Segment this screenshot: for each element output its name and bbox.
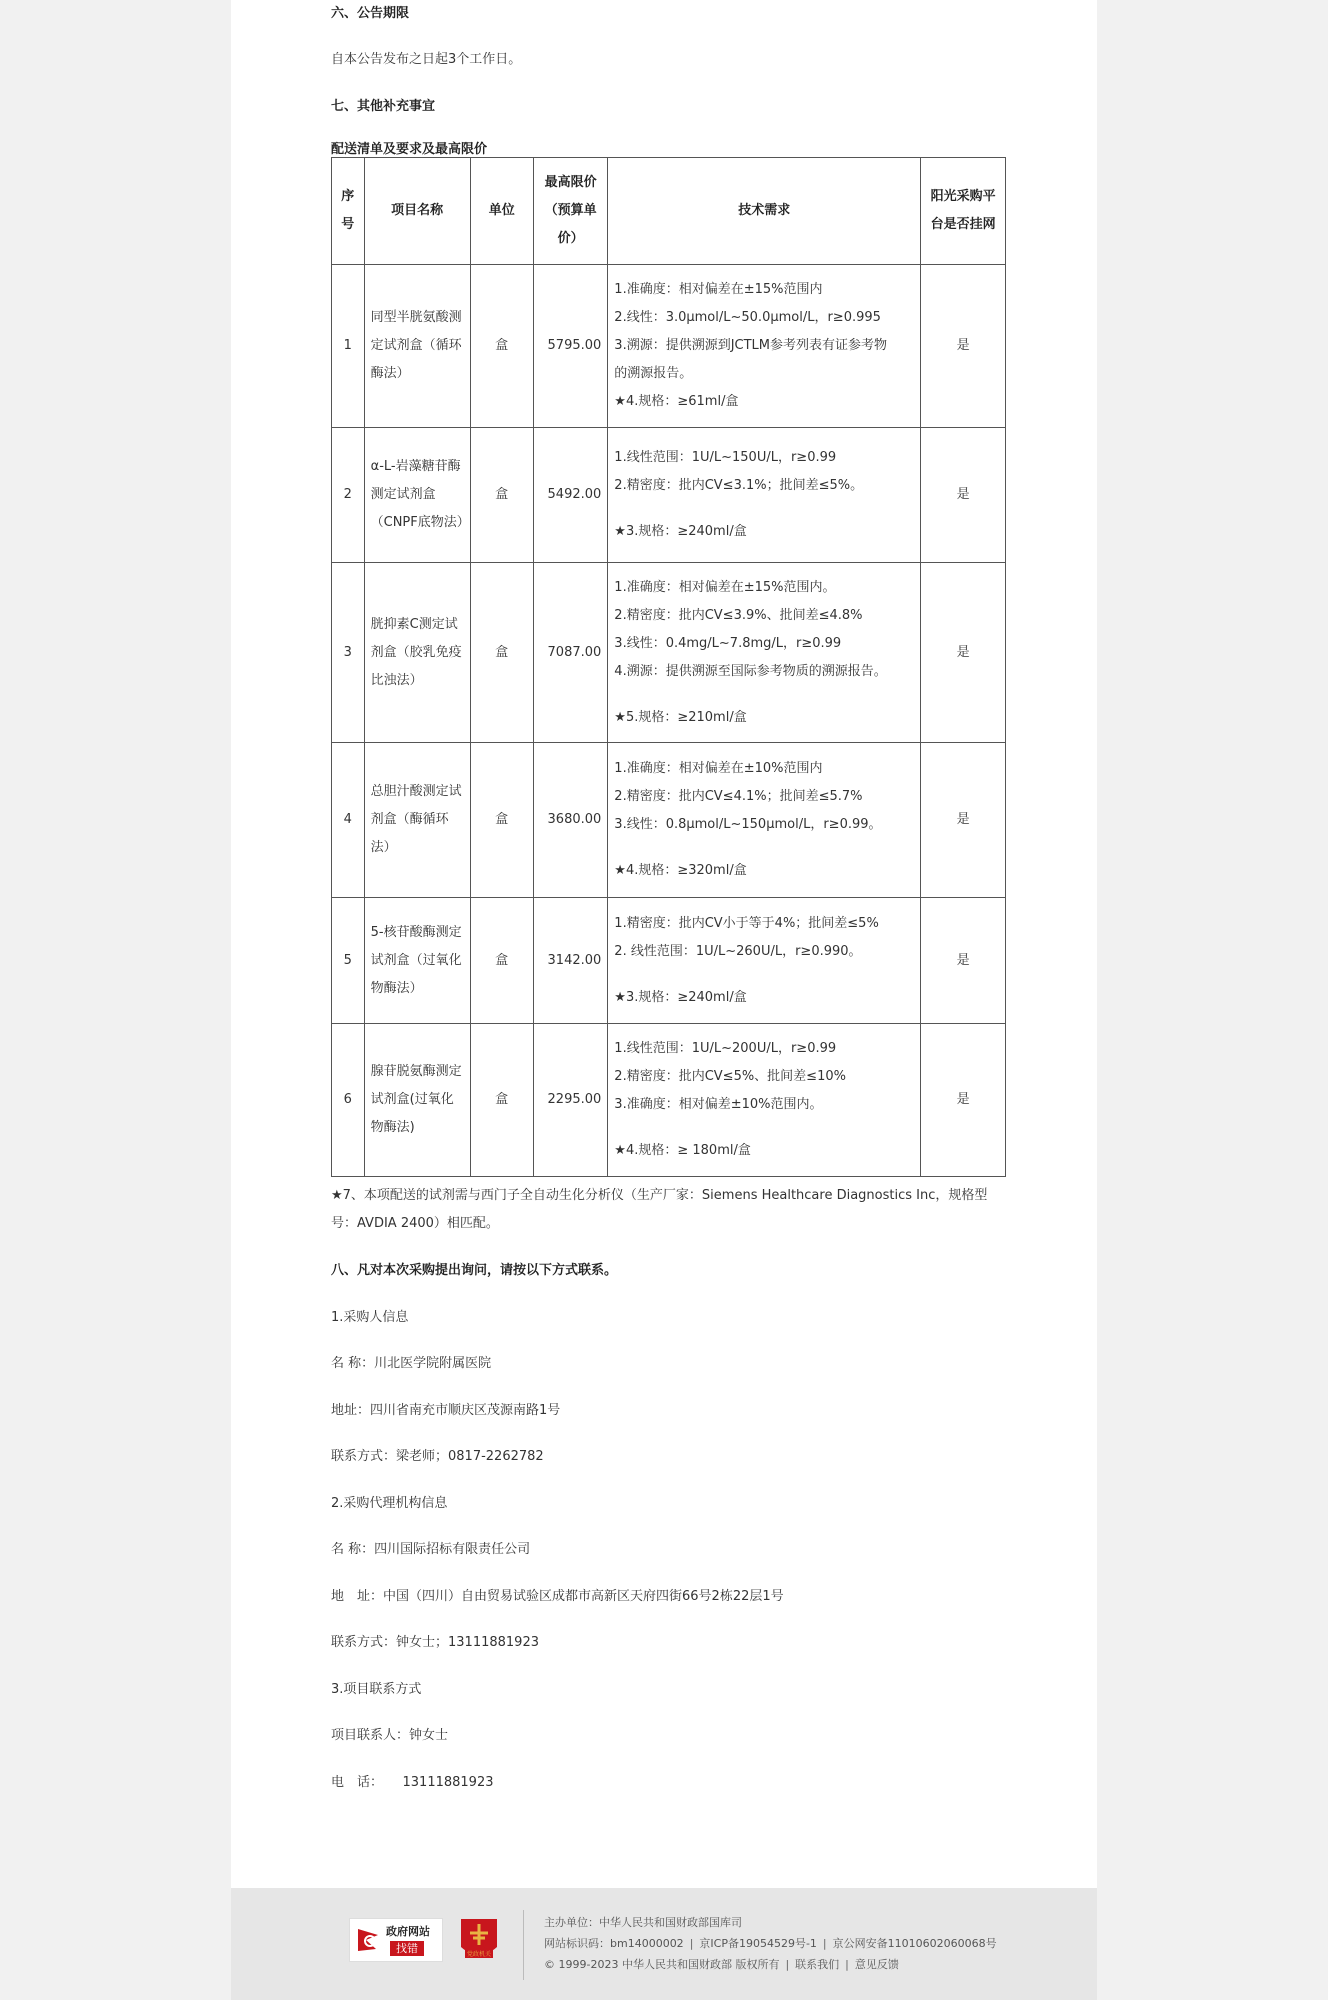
police-link[interactable]: 京公网安备11010602060068号 <box>832 1937 997 1950</box>
row-name: 同型半胱氨酸测定试剂盒（循环酶法） <box>364 265 470 428</box>
row-no: 6 <box>332 1024 365 1177</box>
buyer-address: 地址：四川省南充市顺庆区茂源南路1号 <box>331 1403 561 1418</box>
party-gov-emblem-icon[interactable] <box>457 1915 501 1965</box>
row-name: 腺苷脱氨酶测定试剂盒(过氧化物酶法) <box>364 1024 470 1177</box>
header-unit: 单位 <box>470 158 533 265</box>
project-contact-title: 3.项目联系方式 <box>331 1682 422 1697</box>
row-req <box>608 743 921 898</box>
header-no: 序号 <box>332 158 365 265</box>
footer-host: 主办单位：中华人民共和国财政部国库司 <box>544 1916 742 1929</box>
table-row <box>332 743 1006 898</box>
flag-icon <box>356 1927 380 1953</box>
row-platform: 是 <box>921 265 1006 428</box>
req-line: 3.准确度：相对偏差±10%范围内。 <box>614 1097 823 1112</box>
footer-registration: 网站标识码：bm14000002 | 京ICP备19054529号-1 | 京公网安备11010602060068号 <box>544 1937 997 1950</box>
row-platform: 是 <box>921 898 1006 1024</box>
row-req <box>608 898 921 1024</box>
row-no: 5 <box>332 898 365 1024</box>
req-line: ★4.规格：≥61ml/盒 <box>614 394 739 409</box>
table-row <box>332 563 1006 743</box>
req-line: 2.精密度：批内CV≤4.1%；批间差≤5.7% <box>614 789 863 804</box>
gov-site-error-report-logo[interactable] <box>349 1918 443 1962</box>
req-line: 4.溯源：提供溯源至国际参考物质的溯源报告。 <box>614 663 887 679</box>
header-name: 项目名称 <box>364 158 470 265</box>
row-no: 2 <box>332 428 365 563</box>
section-7-title: 七、其他补充事宜 <box>331 99 436 114</box>
req-line: ★4.规格：≥ 180ml/盒 <box>614 1143 751 1158</box>
agency-address: 地 址：中国（四川）自由贸易试验区成都市高新区天府四街66号2栋22层1号 <box>331 1589 784 1604</box>
icp-link[interactable]: 京ICP备19054529号-1 <box>699 1937 817 1950</box>
row-price: 7087.00 <box>533 563 607 743</box>
header-req: 技术需求 <box>608 158 921 265</box>
row-platform: 是 <box>921 743 1006 898</box>
req-line: 2.精密度：批内CV≤5%、批间差≤10% <box>614 1069 846 1084</box>
row-platform: 是 <box>921 1024 1006 1177</box>
row-req <box>608 428 921 563</box>
row-unit: 盒 <box>470 428 533 563</box>
row-platform: 是 <box>921 428 1006 563</box>
buyer-name: 名 称：川北医学院附属医院 <box>331 1356 492 1371</box>
section-6-text: 自本公告发布之日起3个工作日。 <box>331 52 522 67</box>
logo-line-2: 找错 <box>390 1941 424 1956</box>
req-line: ★4.规格：≥320ml/盒 <box>614 863 747 878</box>
row-price: 3142.00 <box>533 898 607 1024</box>
contact-us-link[interactable]: 联系我们 <box>795 1958 840 1971</box>
row-req <box>608 563 921 743</box>
row-req <box>608 265 921 428</box>
copyright: © 1999-2023 中华人民共和国财政部 版权所有 <box>544 1958 780 1971</box>
req-line: 2.精密度：批内CV≤3.9%、批间差≤4.8% <box>614 607 863 623</box>
table-title: 配送清单及要求及最高限价 <box>331 142 488 157</box>
buyer-title: 1.采购人信息 <box>331 1310 409 1325</box>
req-line: 3.线性：0.4mg/L~7.8mg/L，r≥0.99 <box>614 635 842 651</box>
row-price: 2295.00 <box>533 1024 607 1177</box>
section-8-title: 八、凡对本次采购提出询问，请按以下方式联系。 <box>331 1263 618 1278</box>
header-price: 最高限价（预算单价） <box>533 158 607 265</box>
req-line: ★3.规格：≥240ml/盒 <box>614 989 747 1005</box>
row-price: 5492.00 <box>533 428 607 563</box>
agency-title: 2.采购代理机构信息 <box>331 1496 448 1511</box>
row-unit: 盒 <box>470 563 533 743</box>
logo-line-1: 政府网站 <box>386 1925 430 1938</box>
price-table <box>331 157 1006 1177</box>
feedback-link[interactable]: 意见反馈 <box>854 1958 899 1971</box>
req-line: 1.精密度：批内CV小于等于4%；批间差≤5% <box>614 915 879 931</box>
table-row <box>332 898 1006 1024</box>
agency-name: 名 称：四川国际招标有限责任公司 <box>331 1542 531 1557</box>
row-name: α-L-岩藻糖苷酶测定试剂盒（CNPF底物法） <box>364 428 470 563</box>
compatibility-note: ★7、本项配送的试剂需与西门子全自动生化分析仪（生产厂家：Siemens Healthcare Diagnostics Inc，规格型号：AVDIA 2400）相匹配。 <box>331 1188 988 1231</box>
req-line: 1.线性范围：1U/L~150U/L，r≥0.99 <box>614 450 837 465</box>
table-row <box>332 265 1006 428</box>
table-row <box>332 1024 1006 1177</box>
req-line: 1.准确度：相对偏差在±10%范围内 <box>614 761 823 776</box>
project-contact-phone: 电 话： 13111881923 <box>331 1775 494 1790</box>
req-line: ★3.规格：≥240ml/盒 <box>614 524 747 539</box>
section-6-title: 六、公告期限 <box>331 6 410 21</box>
row-no: 4 <box>332 743 365 898</box>
row-no: 3 <box>332 563 365 743</box>
row-unit: 盒 <box>470 743 533 898</box>
row-req <box>608 1024 921 1177</box>
row-unit: 盒 <box>470 1024 533 1177</box>
site-id: 网站标识码：bm14000002 <box>544 1937 684 1950</box>
req-line: 3.溯源：提供溯源到JCTLM参考列表有证参考物 <box>614 338 888 353</box>
req-line: 2.线性：3.0μmol/L~50.0μmol/L，r≥0.995 <box>614 310 881 325</box>
agency-phone: 联系方式：钟女士；13111881923 <box>331 1635 539 1650</box>
site-footer <box>231 1888 1097 2000</box>
req-line: 2.精密度：批内CV≤3.1%；批间差≤5%。 <box>614 478 864 493</box>
row-unit: 盒 <box>470 898 533 1024</box>
table-row <box>332 428 1006 563</box>
req-line: 2. 线性范围：1U/L~260U/L，r≥0.990。 <box>614 943 862 959</box>
row-unit: 盒 <box>470 265 533 428</box>
req-line: 的溯源报告。 <box>614 366 693 381</box>
req-line: 1.准确度：相对偏差在±15%范围内。 <box>614 579 836 595</box>
project-contact-person: 项目联系人：钟女士 <box>331 1728 449 1743</box>
row-name: 胱抑素C测定试剂盒（胶乳免疫比浊法） <box>364 563 470 743</box>
row-name: 5-核苷酸酶测定试剂盒（过氧化物酶法） <box>364 898 470 1024</box>
row-no: 1 <box>332 265 365 428</box>
req-line: 3.线性：0.8μmol/L~150μmol/L，r≥0.99。 <box>614 817 882 832</box>
row-price: 3680.00 <box>533 743 607 898</box>
footer-divider <box>523 1910 524 1980</box>
emblem-caption: 党政机关 <box>466 1951 492 1958</box>
req-line: 1.线性范围：1U/L~200U/L，r≥0.99 <box>614 1041 837 1056</box>
row-name: 总胆汁酸测定试剂盒（酶循环法） <box>364 743 470 898</box>
req-line: ★5.规格：≥210ml/盒 <box>614 709 747 725</box>
req-line: 1.准确度：相对偏差在±15%范围内 <box>614 282 823 297</box>
row-price: 5795.00 <box>533 265 607 428</box>
footer-copyright-line: © 1999-2023 中华人民共和国财政部 版权所有 | 联系我们 | 意见反馈 <box>544 1958 899 1971</box>
table-header-row <box>332 158 1006 265</box>
header-platform: 阳光采购平台是否挂网 <box>921 158 1006 265</box>
buyer-phone: 联系方式：梁老师；0817-2262782 <box>331 1449 544 1464</box>
article-page <box>231 0 1097 1888</box>
row-platform: 是 <box>921 563 1006 743</box>
